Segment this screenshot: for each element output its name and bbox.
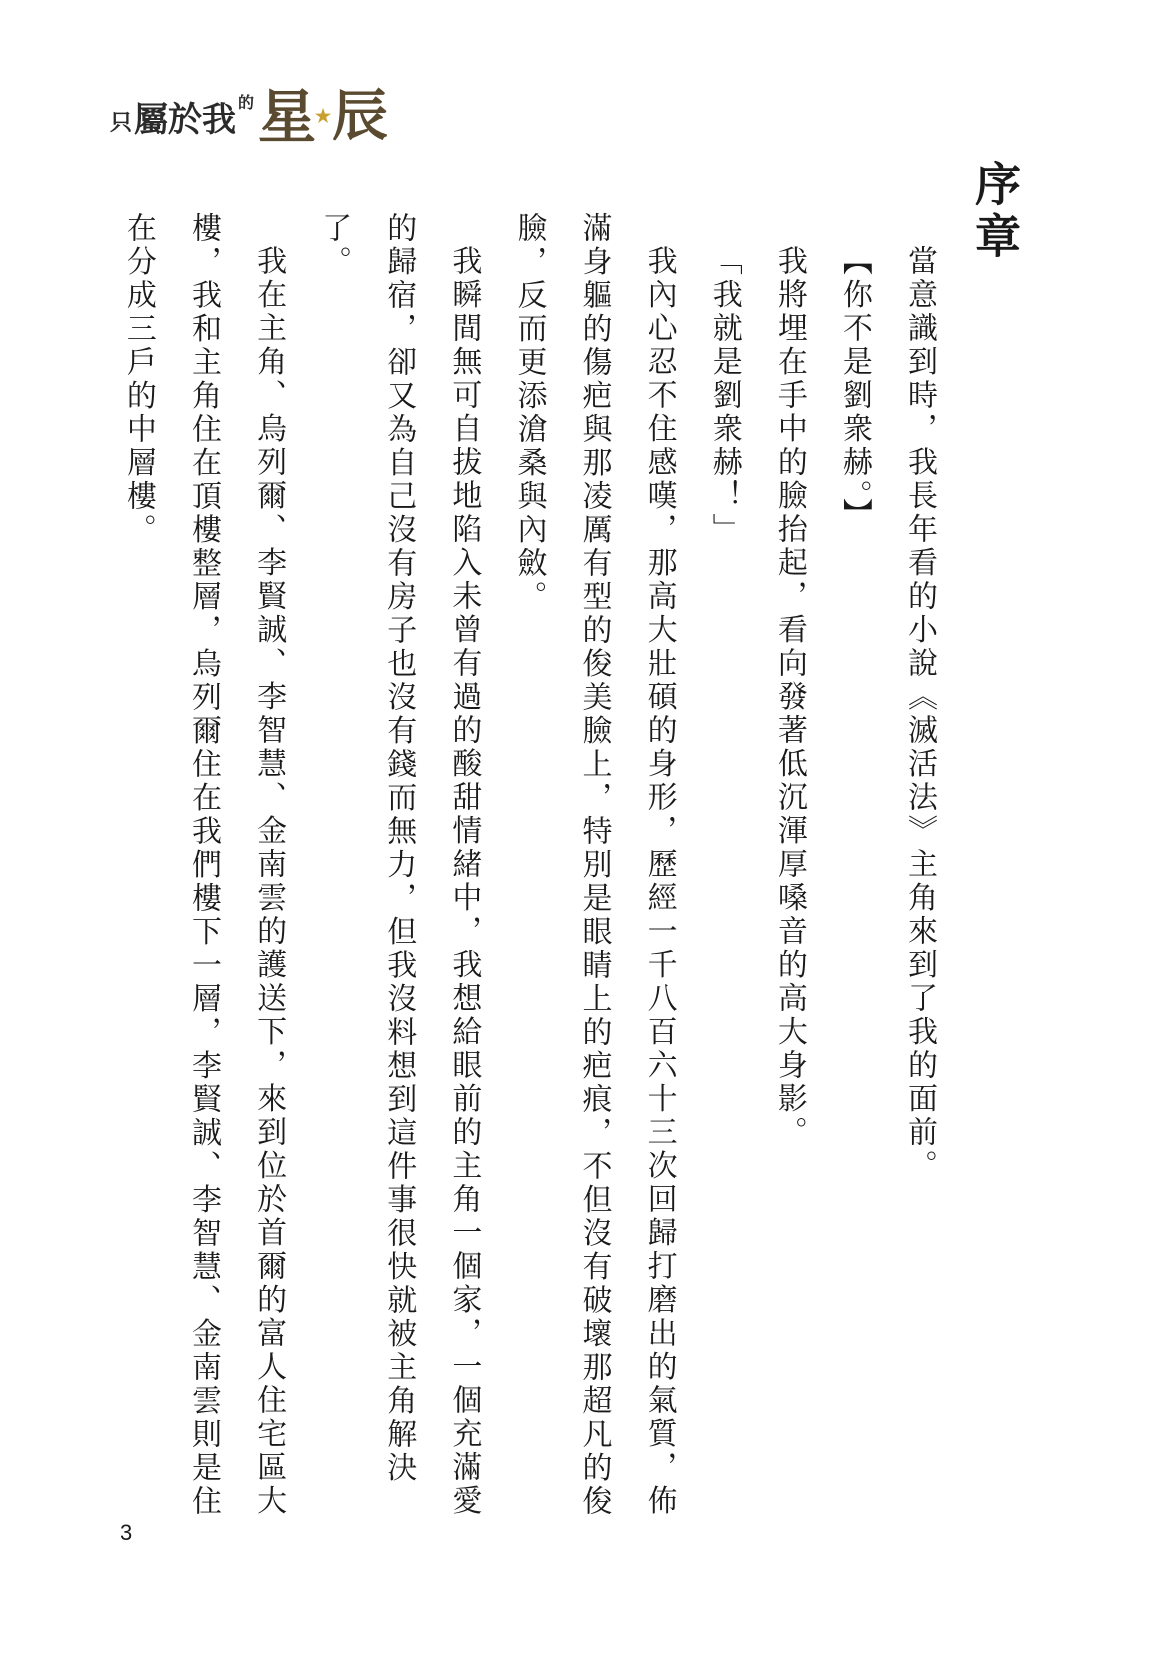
page-number: 3 — [120, 1520, 133, 1545]
paragraph-7: 我在主角、烏列爾、李賢誠、李智慧、金南雲的護送下，來到位於首爾的富人住宅區大樓，我和主角住在頂樓整層，烏列爾住在我們樓下一層，李賢誠、李智慧、金南雲則是住在分成三戶的中層樓。 — [120, 212, 287, 1519]
chapter-title: 序章 — [968, 160, 1022, 264]
logo-particle: 的 — [238, 93, 255, 112]
chapter-body — [106, 212, 952, 1522]
paragraph-1: 當意識到時，我長年看的小說《滅活法》主角來到了我的面前。 — [902, 245, 937, 1183]
paragraph-4: 「我就是劉衆赫！」 — [706, 245, 742, 547]
star-icon: ★ — [315, 106, 332, 127]
logo-end-char: 辰 — [332, 83, 388, 149]
book-logo — [110, 60, 388, 151]
paragraph-6: 我瞬間無可自拔地陷入未曾有過的酸甜情緒中，我想給眼前的主角一個家，一個充滿愛的歸宿，卻又為自己沒有房子也沒有錢而無力，但我沒料想到這件事很快就被主角解決了。 — [316, 212, 482, 1518]
logo-main: 屬於我 — [134, 100, 236, 140]
paragraph-2: 【你不是劉衆赫。】 — [836, 245, 872, 532]
paragraph-3: 我將埋在手中的臉抬起，看向發著低沉渾厚嗓音的高大身影。 — [771, 245, 807, 1150]
paragraph-5: 我內心忍不住感嘆，那高大壯碩的身形，歷經一千八百六十三次回歸打磨出的氣質，佈滿身軀的傷疤與那凌厲有型的俊美臉上，特別是眼睛上的疤痕，不但沒有破壞那超凡的俊臉，反而更添滄桑與內斂。 — [511, 212, 677, 1519]
logo-prefix: 只 — [110, 110, 133, 136]
logo-star-char: 星 — [258, 83, 317, 151]
